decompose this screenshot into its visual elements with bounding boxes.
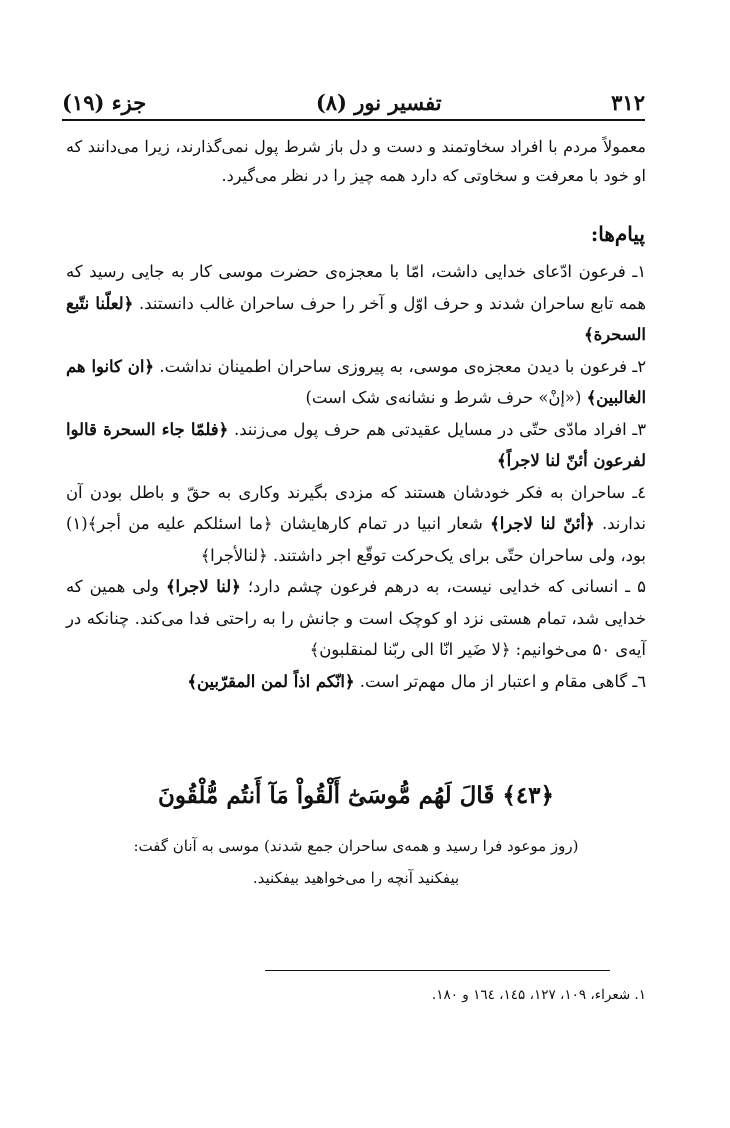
footnote-divider (265, 970, 610, 971)
quran-quote: ﴿أئنّ لنا لاجرا﴾ (490, 514, 595, 533)
quran-quote: ﴿انّکم اذاً لمن المقرّبین﴾ (187, 671, 355, 691)
message-item: ۳ـ افراد مادّی حتّی در مسایل عقیدتی هم حرف پول می‌زنند. ﴿فلمّا جاء السحرة قالوا لفرعون أئنّ لنا لاجراً﴾ (66, 419, 647, 470)
quran-verse: ﴿٤٣﴾ قَالَ لَهُم مُّوسَىٰٓ أَلْقُواْ مَآ أَنتُم مُّلْقُونَ (157, 782, 555, 809)
quran-quote: ﴿لعلّنا نتّبع السحرة﴾ (66, 293, 646, 344)
book-title: تفسیر نور (۸) (315, 89, 442, 115)
translation-line: (روز موعود فرا رسید و همه‌ی ساحران جمع شدند) موسی به آنان گفت: (133, 837, 579, 855)
messages-heading: پیام‌ها: (590, 222, 645, 246)
quran-quote: ﴿لنا لاجرا﴾ (165, 577, 241, 596)
translation-line: بیفکنید آنچه را می‌خواهید بیفکنید. (252, 869, 460, 887)
juz-label: جزء (۱۹) (62, 89, 147, 115)
message-item: ۲ـ فرعون با دیدن معجزه‌ی موسی، به پیروزی ساحران اطمینان نداشت. ﴿ان کانوا هم الغالبین﴾ («إنْ» حرف شرط و نشانه‌ی شک است) (66, 356, 647, 407)
page-number: ۳۱۲ (611, 89, 645, 115)
quran-quote: ﴿ان کانوا هم الغالبین﴾ (66, 356, 646, 407)
messages-list (66, 256, 646, 697)
intro-paragraph: معمولاً مردم با افراد سخاوتمند و دست و دل باز شرط پول نمی‌گذارند، زیرا می‌دانند که او خود با معرفت و سخاوتی که دارد همه چیز را در نظر می‌گیرد. (66, 137, 646, 185)
quran-quote: ﴿فلمّا جاء السحرة قالوا لفرعون أئنّ لنا لاجراً﴾ (66, 419, 646, 470)
header-divider (62, 119, 645, 121)
message-item: ٤ـ ساحران به فکر خودشان هستند که مزدی بگیرند وکاری به حقّ و باطل بودن آن ندارند. ﴿أئنّ لنا لاجرا﴾ شعار انبیا در تمام کارهایشان ﴿ما اسئلکم علیه من أجر﴾(۱) بود، ولی ساحران حتّی برای یک‌حرکت توقّع اجر داشتند. ﴿لنالأجرا﴾ (66, 482, 646, 565)
verse-translation (66, 830, 646, 894)
footnote: ۱. شعراء، ۱۰۹، ۱۲۷، ۱٤۵، ۱٦٤ و ۱۸۰. (431, 987, 646, 1003)
message-item: ۱ـ فرعون ادّعای خدایی داشت، امّا با معجزه‌ی حضرت موسی کار به جایی رسید که همه تابع ساحران شدند و حرف اوّل و آخر را حرف ساحران غالب دانستند. ﴿لعلّنا نتّبع السحرة﴾ (66, 262, 647, 344)
page-header (62, 88, 645, 116)
message-item: ٦ـ گاهی مقام و اعتبار از مال مهم‌تر است. ﴿انّکم اذاً لمن المقرّبین﴾ (187, 671, 646, 691)
message-item: ۵ ـ انسانی که خدایی نیست، به درهم فرعون چشم دارد؛ ﴿لنا لاجرا﴾ ولی همین که خدایی شد، تمام هستی نزد او کوچک است و جانش را به راحتی فدا می‌کند. چنانکه در آیه‌ی ۵۰ می‌خوانیم: ﴿لا ضَیر انّا الی ربّنا لمنقلبون﴾ (66, 577, 646, 659)
